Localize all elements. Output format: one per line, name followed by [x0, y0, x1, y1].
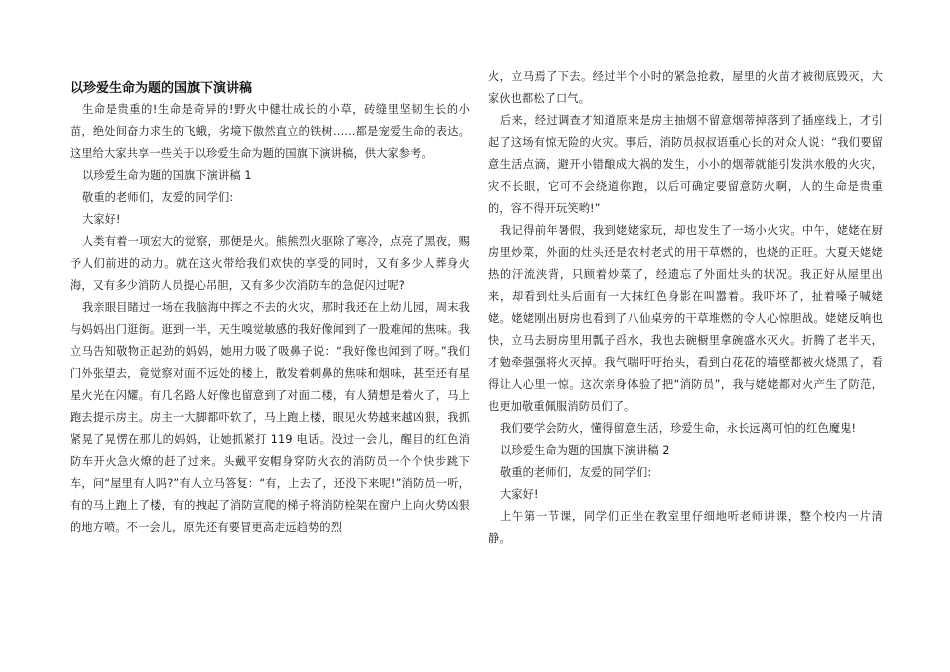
greeting: 大家好!	[500, 488, 539, 501]
left-column	[70, 66, 470, 539]
body-paragraph: 人类有着一项宏大的觉察，那便是火。熊熊烈火驱除了寒冷，点亮了黑夜，赐予人们前进的动力。就在这火带给我们欢快的享受的同时，又有多少人葬身火海，又有多少消防人员提心吊胆，又有多少次消防车的急促闪过呢?	[70, 235, 470, 292]
body-paragraph: 火，立马焉了下去。经过半个小时的紧急抢救，屋里的火苗才被彻底毁灭，大家伙也都松了口气。	[488, 70, 883, 105]
salutation: 敬重的老师们，友爱的同学们:	[82, 191, 234, 204]
right-column	[488, 66, 883, 550]
body-paragraph: 我亲眼目睹过一场在我脑海中挥之不去的火灾，那时我还在上幼儿园，周末我与妈妈出门逛街。逛到一半，天生嗅觉敏感的我好像闻到了一股难闻的焦味。我立马告知敬物正起劲的妈妈，她用力吸了吸鼻子说：“我好像也闻到了呀。”我们门外张望去，竟觉察对面不远处的楼上，散发着刺鼻的焦味和烟味，甚至还有星星火光在闪耀。有几名路人好像也留意到了对面二楼，有人猜想是着火了，马上跑去提示房主。房主一大脚都吓软了，马上跑上楼，眼见火势越来越凶狠，我抓紧晃了晃愣在那儿的妈妈，让她抓紧打 119 电话。没过一会儿，醒目的红色消防车开火急火燎的赶了过来。头戴平安帽身穿防火衣的消防员一个个快步跳下车，问“屋里有人吗?”有人立马答复：“有，上去了，还没下来呢!”消防员一听，有的马上跑上了楼，有的拽起了消防宣爬的梯子将消防栓架在窗户上向火势凶狠的地方喷。不一会儿，原先还有要冒更高走远趋势的烈	[70, 301, 470, 534]
body-paragraph: 上午第一节课，同学们正坐在教室里仔细地听老师讲课，整个校内一片清静。	[488, 510, 883, 545]
body-paragraph: 我记得前年暑假，我到姥姥家玩，却也发生了一场小火灾。中午，姥姥在厨房里炒菜，外面的灶头还是农村老式的用干草燃的，也烧的正旺。大夏天姥姥热的汗流浃背，只顾着炒菜了，经遗忘了外面灶头的状况。我正好从屋里出来，却看到灶头后面有一大抹红色身影在叫嚣着。我吓坏了，扯着嗓子喊姥姥。姥姥刚出厨房也看到了八仙桌旁的干草堆燃的令人心惊胆战。姥姥反响也快，立马去厨房里用瓢子舀水，我也去碗橱里拿碗盛水灭火。折腾了老半天，才勉牵强强将火灭掉。我气喘吁吁抬头，看到白花花的墙壁都被火烧黑了，看得让人心里一惊。这次亲身体验了把“消防员”，我与姥姥都对火产生了防范，也更加敬重佩服消防员们了。	[488, 224, 883, 413]
speech-heading-2: 以珍爱生命为题的国旗下演讲稿 2	[500, 444, 670, 457]
greeting: 大家好!	[82, 213, 121, 226]
speech-heading-1: 以珍爱生命为题的国旗下演讲稿 1	[82, 169, 252, 182]
salutation: 敬重的老师们，友爱的同学们:	[500, 466, 652, 479]
intro-paragraph: 生命是贵重的!生命是奇异的!野火中健壮成长的小草，砖缝里坚韧生长的小苗，绝处间奋力求生的飞蛾，劣境下傲然直立的铁树……都是宠爱生命的表达。这里给大家共享一些关于以珍爱生命为题的国旗下演讲稿，供大家参考。	[70, 103, 470, 160]
document-title: 以珍爱生命为题的国旗下演讲稿	[70, 81, 253, 96]
body-paragraph: 我们要学会防火，懂得留意生活，珍爱生命，永长远离可怕的红色魔鬼!	[500, 422, 857, 435]
body-paragraph: 后来，经过调查才知道原来是房主抽烟不留意烟蒂掉落到了插座线上，才引起了这场有惊无险的火灾。事后，消防员叔叔语重心长的对众人说：“我们要留意生活点滴，避开小错酿成大祸的发生，小小的烟蒂就能引发洪水般的火灾，灾不长眼，它可不会绕道你跑，以后可确定要留意防火啊，人的生命是贵重的，容不得开玩笑哟!”	[488, 114, 883, 215]
